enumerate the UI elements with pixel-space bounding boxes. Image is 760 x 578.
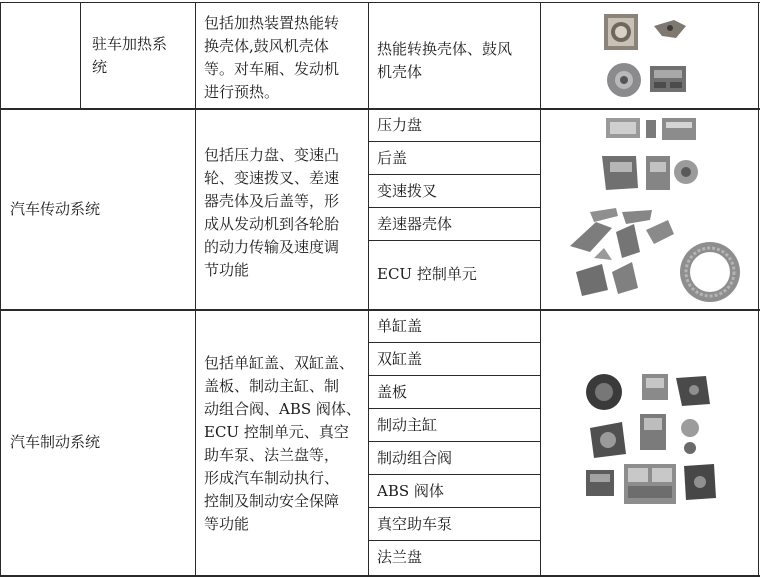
rule-v-sub <box>80 2 81 109</box>
heater-parts-photo <box>596 8 700 104</box>
rule-v-left <box>0 2 1 576</box>
rule-v-comp <box>368 2 369 576</box>
category-label: 汽车传动系统 <box>10 200 101 218</box>
component-name: 单缸盖 <box>377 317 423 335</box>
component-name: 双缸盖 <box>377 350 423 368</box>
component-name: 变速拨叉 <box>377 182 438 200</box>
rule-sub <box>368 240 540 241</box>
rule-sub <box>368 375 540 376</box>
brake-parts-photo <box>578 368 720 508</box>
component-name: 压力盘 <box>377 116 423 134</box>
rule-sub <box>368 174 540 175</box>
row-description: 包括压力盘、变速凸 轮、变速拨叉、差速 器壳体及后盖等，形 成从发动机到各轮胎 的动力传输及速度调 节功能 <box>204 146 340 279</box>
rule-sub <box>368 507 540 508</box>
transmission-parts-photo <box>556 112 752 306</box>
component-name: ABS 阀体 <box>377 482 444 500</box>
rule-sub <box>368 474 540 475</box>
component-name: 差速器壳体 <box>377 215 453 233</box>
component-name: ECU 控制单元 <box>377 265 477 283</box>
rule-sub <box>368 141 540 142</box>
rule-sub <box>368 441 540 442</box>
rule-row2-bottom <box>0 309 760 311</box>
component-name: 法兰盘 <box>377 548 423 566</box>
rule-sub <box>368 408 540 409</box>
component-name: 制动组合阀 <box>377 449 453 467</box>
component-name: 盖板 <box>377 383 408 401</box>
row-description: 包括加热装置热能转 换壳体,鼓风机壳体 等。对车厢、发动机 进行预热。 <box>204 14 340 101</box>
component-name: 热能转换壳体、鼓风 机壳体 <box>377 40 513 81</box>
rule-bottom <box>0 575 760 577</box>
component-name: 制动主缸 <box>377 416 438 434</box>
rule-top <box>0 2 760 3</box>
rule-v-img <box>540 2 541 576</box>
row-description: 包括单缸盖、双缸盖、 盖板、制动主缸、制 动组合阀、ABS 阀体、 ECU 控制单元、真空 助车泵、法兰盘等， 形成汽车制动执行、 控制及制动安全保障 等功能 <box>204 354 361 533</box>
subsystem-name: 驻车加热系 统 <box>92 35 168 76</box>
rule-row1-bottom <box>0 108 760 110</box>
component-name: 真空助车泵 <box>377 515 453 533</box>
rule-v-right <box>758 2 759 576</box>
rule-sub <box>368 342 540 343</box>
rule-sub <box>368 540 540 541</box>
rule-sub <box>368 207 540 208</box>
category-label: 汽车制动系统 <box>10 433 101 451</box>
rule-v-desc <box>195 2 196 576</box>
component-name: 后盖 <box>377 149 408 167</box>
